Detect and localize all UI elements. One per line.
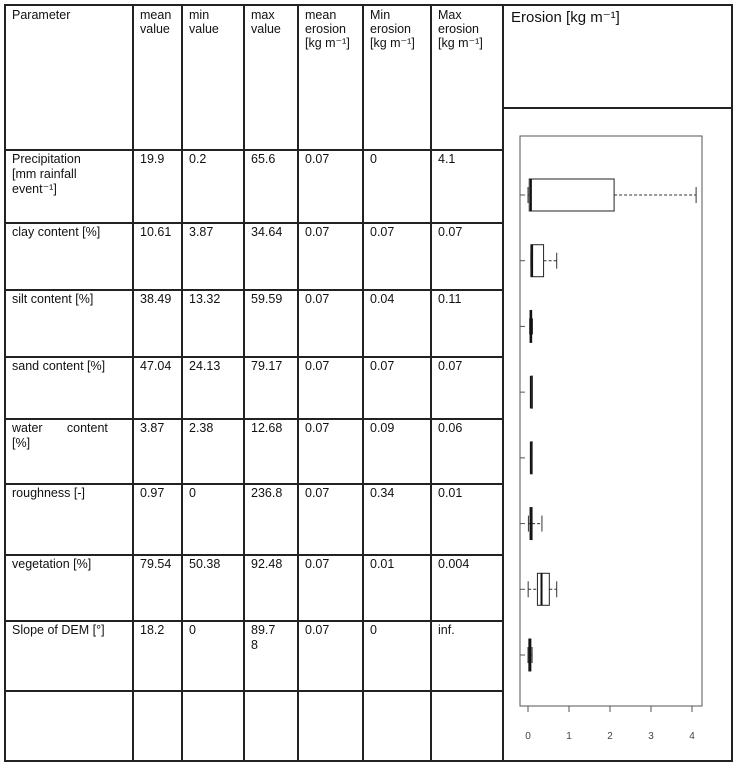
- header-cell-line: Parameter: [12, 8, 71, 22]
- value-cell-line: 0.07: [370, 225, 395, 239]
- value-cell-line: 79.54: [140, 557, 172, 571]
- header-cell-line: erosion: [305, 22, 346, 36]
- parameter-cell-line: silt content [%]: [12, 292, 94, 306]
- value-cell-line: 0.07: [438, 225, 463, 239]
- value-cell-line: 0.97: [140, 486, 165, 500]
- value-cell-line: 0.07: [305, 225, 330, 239]
- value-cell-line: 0: [189, 486, 196, 500]
- parameter-cell-line: Slope of DEM [°]: [12, 623, 105, 637]
- header-cell-line: mean: [140, 8, 172, 22]
- value-cell-line: 0.11: [438, 292, 462, 306]
- value-cell-line: 0.09: [370, 421, 395, 435]
- parameter-cell-line: vegetation [%]: [12, 557, 92, 571]
- value-cell-line: 59.59: [251, 292, 283, 306]
- value-cell-line: 13.32: [189, 292, 221, 306]
- value-cell-line: 79.17: [251, 359, 283, 373]
- value-cell-line: 0: [370, 152, 377, 166]
- plot-frame: [520, 136, 702, 706]
- header-cell-line: value: [251, 22, 281, 36]
- value-cell-line: 0: [189, 623, 196, 637]
- value-cell-line: 236.8: [251, 486, 283, 500]
- value-cell-line: 0.04: [370, 292, 395, 306]
- value-cell-line: 0.01: [370, 557, 395, 571]
- value-cell-line: 0.004: [438, 557, 470, 571]
- value-cell-line: inf.: [438, 623, 455, 637]
- value-cell-line: 47.04: [140, 359, 172, 373]
- x-tick-label: 4: [689, 731, 695, 742]
- value-cell-line: 3.87: [140, 421, 165, 435]
- value-cell-line: 0.07: [305, 623, 330, 637]
- parameter-cell-line: sand content [%]: [12, 359, 106, 373]
- header-cell-line: value: [189, 22, 219, 36]
- value-cell-line: 38.49: [140, 292, 172, 306]
- parameter-cell-line: water content: [12, 421, 108, 435]
- value-cell-line: 0.07: [438, 359, 463, 373]
- value-cell-line: 89.7: [251, 623, 276, 637]
- header-cell-line: Max: [438, 8, 462, 22]
- chart-title: Erosion [kg m⁻¹]: [511, 9, 620, 26]
- value-cell-line: 24.13: [189, 359, 221, 373]
- header-cell-line: [kg m⁻¹]: [305, 36, 350, 50]
- header-cell-line: erosion: [438, 22, 479, 36]
- value-cell-line: 0.34: [370, 486, 395, 500]
- value-cell-line: 8: [251, 638, 258, 652]
- value-cell-line: 0.07: [305, 292, 330, 306]
- header-cell-line: max: [251, 8, 275, 22]
- x-tick-label: 2: [607, 731, 613, 742]
- box-vegetation: [537, 573, 549, 605]
- value-cell-line: 4.1: [438, 152, 456, 166]
- value-cell-line: 12.68: [251, 421, 283, 435]
- x-tick-label: 0: [525, 731, 531, 742]
- value-cell-line: 0: [370, 623, 377, 637]
- value-cell-line: 0.07: [305, 557, 330, 571]
- header-cell-line: [kg m⁻¹]: [370, 36, 415, 50]
- x-tick-label: 1: [566, 731, 572, 742]
- value-cell-line: 50.38: [189, 557, 221, 571]
- parameter-cell-line: Precipitation: [12, 152, 81, 166]
- value-cell-line: 0.2: [189, 152, 207, 166]
- value-cell-line: 3.87: [189, 225, 214, 239]
- value-cell-line: 0.06: [438, 421, 463, 435]
- value-cell-line: 0.01: [438, 486, 463, 500]
- value-cell-line: 0.07: [370, 359, 395, 373]
- parameter-cell-line: roughness [-]: [12, 486, 85, 500]
- value-cell-line: 2.38: [189, 421, 214, 435]
- parameter-cell-line: event⁻¹]: [12, 182, 57, 196]
- value-cell-line: 18.2: [140, 623, 165, 637]
- header-cell-line: erosion: [370, 22, 411, 36]
- header-cell-line: value: [140, 22, 170, 36]
- parameter-cell-line: [mm rainfall: [12, 167, 77, 181]
- header-cell-line: Min: [370, 8, 391, 22]
- header-cell-line: min: [189, 8, 210, 22]
- box-precipitation: [529, 179, 614, 211]
- parameter-cell-line: clay content [%]: [12, 225, 101, 239]
- parameter-cell-line: [%]: [12, 436, 31, 450]
- value-cell-line: 0.07: [305, 421, 330, 435]
- header-cell-line: mean: [305, 8, 337, 22]
- value-cell-line: 92.48: [251, 557, 283, 571]
- value-cell-line: 0.07: [305, 486, 330, 500]
- x-tick-label: 3: [648, 731, 654, 742]
- value-cell-line: 65.6: [251, 152, 276, 166]
- value-cell-line: 19.9: [140, 152, 165, 166]
- value-cell-line: 0.07: [305, 152, 330, 166]
- value-cell-line: 34.64: [251, 225, 283, 239]
- value-cell-line: 10.61: [140, 225, 172, 239]
- header-cell-line: [kg m⁻¹]: [438, 36, 483, 50]
- value-cell-line: 0.07: [305, 359, 330, 373]
